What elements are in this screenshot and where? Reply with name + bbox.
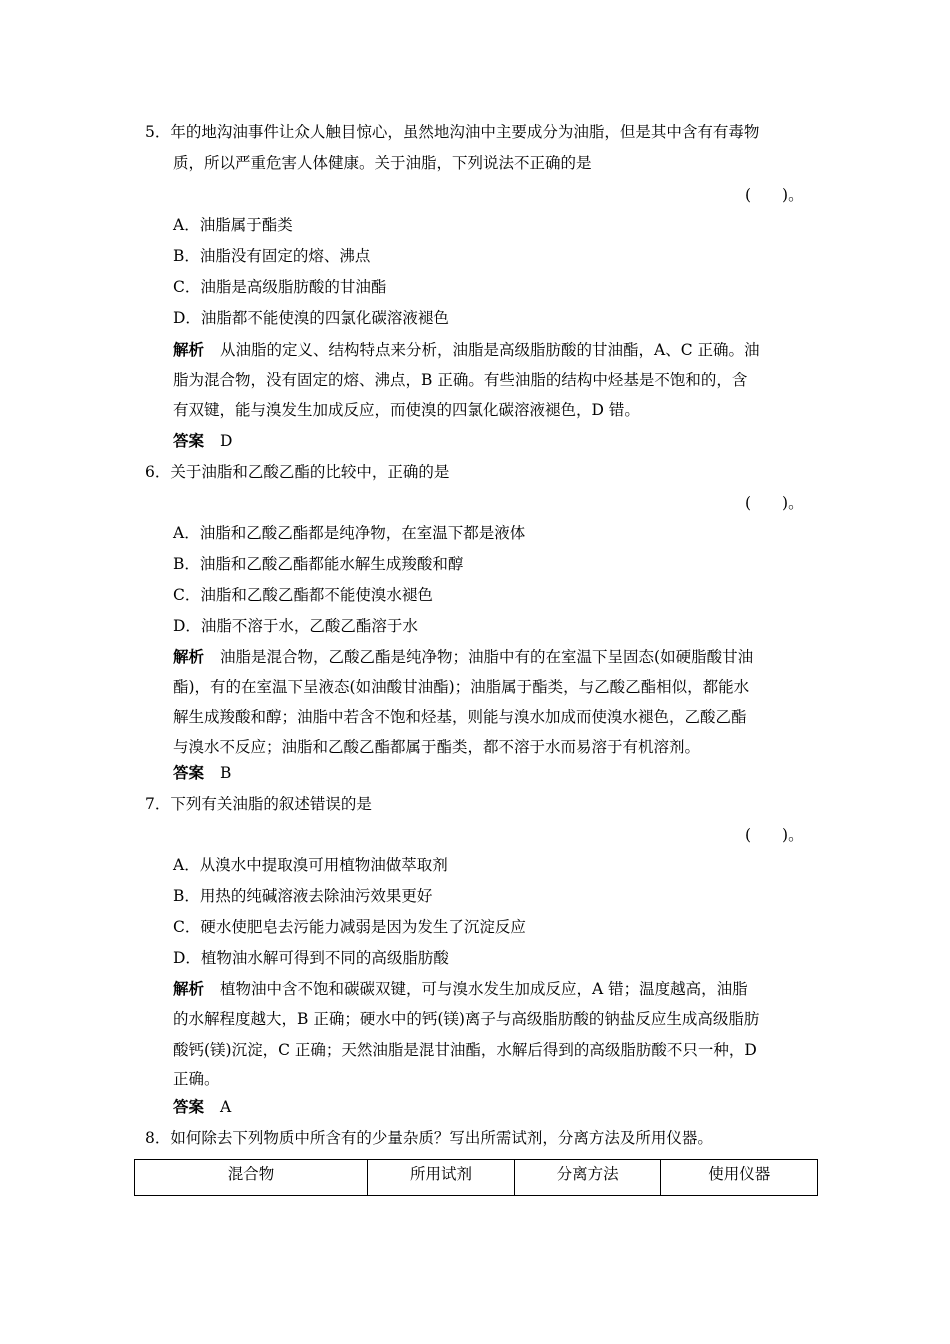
q5-analysis-label: 解析 [173, 340, 205, 359]
q6-answer-blank: ( )。 [745, 494, 804, 512]
q7-answer-label: 答案 [173, 1097, 205, 1116]
q7-option-b: B．用热的纯碱溶液去除油污效果更好 [173, 887, 433, 905]
q5-option-b: B．油脂没有固定的熔、沸点 [173, 247, 371, 265]
q6-analysis-label: 解析 [173, 647, 205, 666]
q5-stem-line1: 5．年的地沟油事件让众人触目惊心，虽然地沟油中主要成分为油脂，但是其中含有有毒物 [145, 123, 760, 141]
q5-option-c: C．油脂是高级脂肪酸的甘油酯 [173, 278, 387, 296]
q5-answer-blank: ( )。 [745, 186, 804, 204]
q7-analysis-label: 解析 [173, 979, 205, 998]
q5-analysis-line2: 脂为混合物，没有固定的熔、沸点，B 正确。有些油脂的结构中烃基是不饱和的，含 [173, 371, 748, 389]
q5-analysis-line3: 有双键，能与溴发生加成反应，而使溴的四氯化碳溶液褪色，D 错。 [173, 401, 640, 419]
q6-answer-label: 答案 [173, 763, 205, 782]
q7-answer-blank: ( )。 [745, 826, 804, 844]
q7-analysis-line3: 酸钙(镁)沉淀，C 正确；天然油脂是混甘油酯，水解后得到的高级脂肪酸不只一种，D [173, 1041, 757, 1059]
q7-answer [173, 1096, 231, 1118]
q5-option-a: A．油脂属于酯类 [173, 216, 293, 234]
q7-option-d: D．植物油水解可得到不同的高级脂肪酸 [173, 949, 449, 967]
q6-analysis-text: 油脂是混合物，乙酸乙酯是纯净物；油脂中有的在室温下呈固态(如硬脂酸甘油 [220, 648, 754, 666]
q5-answer-label: 答案 [173, 431, 205, 450]
q7-analysis-line4: 正确。 [173, 1070, 220, 1088]
q7-option-a: A．从溴水中提取溴可用植物油做萃取剂 [173, 856, 448, 874]
table-header-mixture: 混合物 [135, 1160, 368, 1196]
q5-analysis-line1 [173, 339, 760, 361]
q6-option-b: B．油脂和乙酸乙酯都能水解生成羧酸和醇 [173, 555, 464, 573]
table-header-instrument: 使用仪器 [661, 1160, 818, 1196]
q7-analysis-line2: 的水解程度越大，B 正确；硬水中的钙(镁)离子与高级脂肪酸的钠盐反应生成高级脂肪 [173, 1010, 760, 1028]
table-header-reagent: 所用试剂 [368, 1160, 515, 1196]
q6-analysis-line3: 解生成羧酸和醇；油脂中若含不饱和烃基，则能与溴水加成而使溴水褪色，乙酸乙酯 [173, 708, 747, 726]
q6-option-d: D．油脂不溶于水，乙酸乙酯溶于水 [173, 617, 418, 635]
q6-analysis-line4: 与溴水不反应；油脂和乙酸乙酯都属于酯类，都不溶于水而易溶于有机溶剂。 [173, 738, 701, 756]
q8-stem-line1: 8．如何除去下列物质中所含有的少量杂质？写出所需试剂，分离方法及所用仪器。 [145, 1129, 713, 1147]
q7-analysis-text: 植物油中含不饱和碳碳双键，可与溴水发生加成反应，A 错；温度越高，油脂 [220, 980, 748, 998]
q5-option-d: D．油脂都不能使溴的四氯化碳溶液褪色 [173, 309, 449, 327]
q5-answer-value: D [220, 432, 233, 450]
q7-analysis-line1 [173, 978, 748, 1000]
q6-analysis-line2: 酯)，有的在室温下呈液态(如油酸甘油酯)；油脂属于酯类，与乙酸乙酯相似，都能水 [173, 678, 750, 696]
q5-answer [173, 430, 232, 452]
q5-analysis-text: 从油脂的定义、结构特点来分析，油脂是高级脂肪酸的甘油酯，A、C 正确。油 [220, 341, 760, 359]
q6-option-c: C．油脂和乙酸乙酯都不能使溴水褪色 [173, 586, 433, 604]
table-header-row [135, 1160, 818, 1196]
table-header-method: 分离方法 [514, 1160, 661, 1196]
q7-answer-value: A [220, 1098, 232, 1116]
q7-stem-line1: 7．下列有关油脂的叙述错误的是 [145, 795, 372, 813]
q5-stem-line2: 质，所以严重危害人体健康。关于油脂，下列说法不正确的是 [173, 154, 592, 172]
q6-answer [173, 762, 231, 784]
q6-answer-value: B [220, 764, 232, 782]
mixture-table [134, 1159, 818, 1196]
q6-analysis-line1 [173, 646, 753, 668]
q7-option-c: C．硬水使肥皂去污能力减弱是因为发生了沉淀反应 [173, 918, 526, 936]
q6-option-a: A．油脂和乙酸乙酯都是纯净物，在室温下都是液体 [173, 524, 526, 542]
q6-stem-line1: 6．关于油脂和乙酸乙酯的比较中，正确的是 [145, 463, 450, 481]
